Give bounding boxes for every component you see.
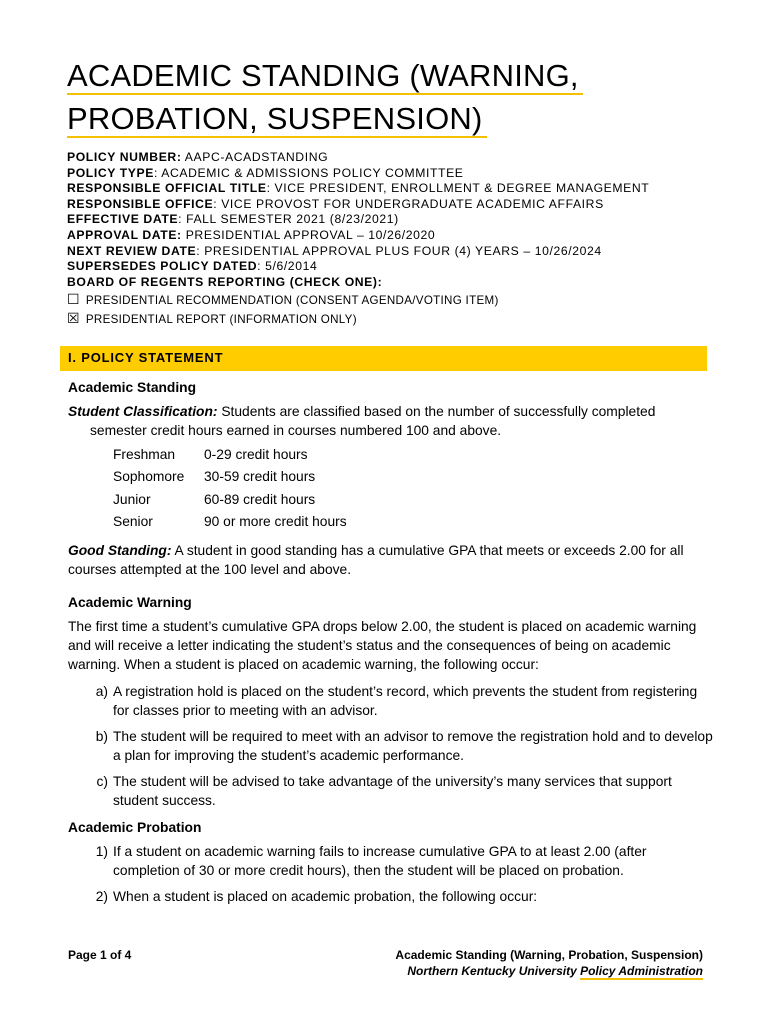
footer-org: Northern Kentucky University Policy Administration — [407, 964, 703, 978]
list-item: a) A registration hold is placed on the student’s record, which prevents the student from registering for classes prior to meeting with an advisor. — [95, 684, 698, 718]
unchecked-box-icon: ☐ — [67, 292, 80, 309]
meta-board-reporting: BOARD OF REGENTS REPORTING (CHECK ONE): — [67, 274, 383, 289]
title-line-2: PROBATION, SUSPENSION) — [67, 97, 483, 140]
meta-policy-type: POLICY TYPE: ACADEMIC & ADMISSIONS POLICY COMMITTEE — [67, 165, 464, 180]
section-title: I. POLICY STATEMENT — [68, 350, 224, 365]
meta-responsible-office: RESPONSIBLE OFFICE: VICE PROVOST FOR UNDERGRADUATE ACADEMIC AFFAIRS — [67, 196, 604, 211]
footer-doc-title: Academic Standing (Warning, Probation, Suspension) — [395, 948, 703, 962]
meta-next-review-date: NEXT REVIEW DATE: PRESIDENTIAL APPROVAL PLUS FOUR (4) YEARS – 10/26/2024 — [67, 243, 602, 258]
board-option-report: ☒ PRESIDENTIAL REPORT (INFORMATION ONLY) — [67, 311, 357, 328]
policy-body — [68, 378, 713, 906]
meta-supersedes: SUPERSEDES POLICY DATED: 5/6/2014 — [67, 259, 318, 274]
section-header-policy-statement — [60, 346, 707, 371]
list-item: 1) If a student on academic warning fails to increase cumulative GPA to at least 2.00 (after completion of 30 or more credit hours), then the student will be placed on probation. — [95, 844, 647, 878]
list-item: b) The student will be required to meet with an advisor to remove the registration hold and to develop a plan for improving the student’s academic performance. — [95, 729, 713, 763]
meta-effective-date: EFFECTIVE DATE: FALL SEMESTER 2021 (8/23/2021) — [67, 212, 399, 227]
meta-responsible-official: RESPONSIBLE OFFICIAL TITLE: VICE PRESIDENT, ENROLLMENT & DEGREE MANAGEMENT — [67, 181, 650, 196]
title-line-1: ACADEMIC STANDING (WARNING, — [67, 54, 579, 97]
table-row: Junior 60-89 credit hours — [113, 491, 316, 507]
footer-doc-info — [395, 947, 703, 979]
heading-academic-standing: Academic Standing — [68, 380, 197, 395]
meta-approval-date: APPROVAL DATE: PRESIDENTIAL APPROVAL – 10/26/2020 — [67, 227, 436, 242]
table-row: Freshman 0-29 credit hours — [113, 446, 308, 462]
board-option-recommendation: ☐ PRESIDENTIAL RECOMMENDATION (CONSENT AGENDA/VOTING ITEM) — [67, 292, 499, 309]
probation-list — [68, 842, 713, 906]
heading-academic-probation: Academic Probation — [68, 820, 202, 835]
list-item: 2) When a student is placed on academic probation, the following occur: — [95, 889, 538, 904]
classification-paragraph: Student Classification: Students are classified based on the number of successfully completed — [68, 404, 656, 419]
policy-metadata — [67, 150, 649, 328]
heading-academic-warning: Academic Warning — [68, 595, 192, 610]
good-standing-paragraph: Good Standing: A student in good standing has a cumulative GPA that meets or exceeds 2.00 for all courses attempted at the 100 level and above. — [68, 543, 684, 577]
warning-paragraph: The first time a student’s cumulative GPA drops below 2.00, the student is placed on academic warning and will receive a letter indicating the student’s status and the consequences of being on academic warning. When a student is placed on academic warning, the following occur: — [68, 619, 697, 672]
list-item: c) The student will be advised to take advantage of the university’s many services that support student success. — [96, 774, 672, 808]
classification-table — [113, 443, 347, 533]
page-number: Page 1 of 4 — [68, 948, 132, 962]
table-row: Sophomore 30-59 credit hours — [113, 469, 316, 485]
meta-policy-number: POLICY NUMBER: AAPC-ACADSTANDING — [67, 150, 329, 164]
warning-list — [68, 682, 713, 810]
table-row: Senior 90 or more credit hours — [113, 514, 347, 530]
checked-box-icon: ☒ — [67, 311, 80, 328]
classification-paragraph-cont: semester credit hours earned in courses numbered 100 and above. — [90, 423, 502, 438]
document-title — [67, 54, 707, 140]
